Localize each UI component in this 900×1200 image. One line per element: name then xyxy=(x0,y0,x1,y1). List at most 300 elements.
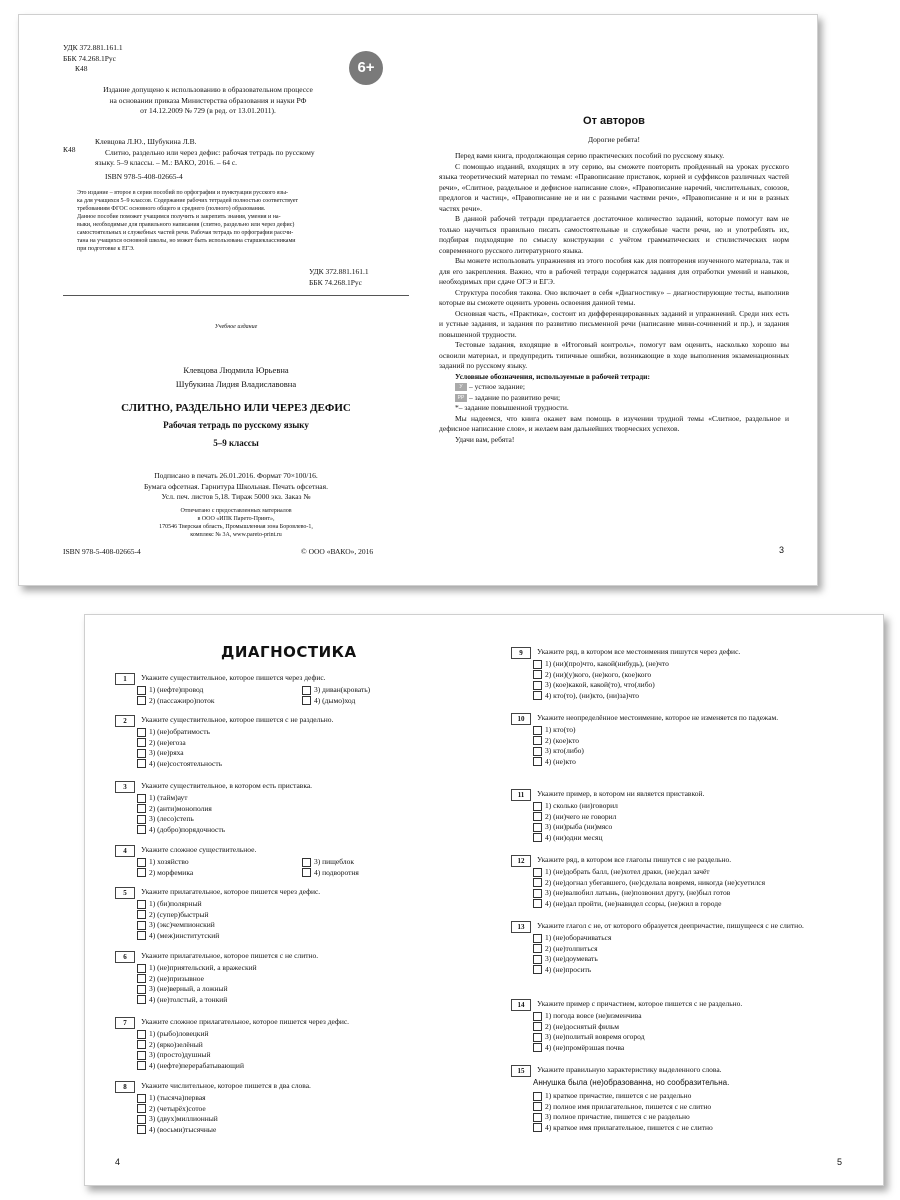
answer-option[interactable] xyxy=(137,685,302,696)
legend-item xyxy=(455,393,789,404)
option-label: 1) кто(то) xyxy=(545,725,576,734)
question-number: 1 xyxy=(115,673,135,685)
question-text: Укажите прилагательное, которое пишется через дефис. xyxy=(141,887,321,896)
answer-option[interactable] xyxy=(137,748,465,759)
checkbox[interactable] xyxy=(533,1102,542,1111)
checkbox[interactable] xyxy=(533,965,542,974)
answer-option[interactable] xyxy=(137,920,465,931)
option-label: 3) (лесо)степь xyxy=(149,814,194,823)
preface-farewell: Удачи вам, ребята! xyxy=(455,434,515,444)
checkbox[interactable] xyxy=(533,726,542,735)
answer-option[interactable] xyxy=(302,685,422,696)
checkbox[interactable] xyxy=(137,900,146,909)
preface-text xyxy=(439,151,789,445)
answer-option[interactable] xyxy=(533,954,851,965)
question-text: Укажите существительное, которое пишется с не раздельно. xyxy=(141,715,334,724)
option-label: 4) (не)состоятельность xyxy=(149,758,223,768)
sample-sentence: Аннушка была (не)образованна, но сообразительна. xyxy=(533,1078,730,1087)
legend-item xyxy=(455,382,789,393)
question-3 xyxy=(115,781,465,835)
question-15 xyxy=(511,1065,851,1133)
answer-option[interactable] xyxy=(302,696,422,707)
checkbox[interactable] xyxy=(533,868,542,877)
abstract-line: требованиям ФГОС основного общего и среднего (полного) образования. xyxy=(77,206,266,212)
approval-line: от 14.12.2009 № 729 (в ред. от 13.01.2011). xyxy=(140,106,276,115)
option-label: 2) (не)егоза xyxy=(149,737,186,747)
question-number: 10 xyxy=(511,713,531,725)
option-label: 1) (не)добрать балл, (не)хотел драки, (не)сдал зачёт xyxy=(545,867,710,876)
question-number: 9 xyxy=(511,647,531,659)
checkbox[interactable] xyxy=(137,985,146,994)
checkbox[interactable] xyxy=(533,670,542,679)
option-label: 1) (би)полярный xyxy=(149,899,202,908)
question-number: 8 xyxy=(115,1081,135,1093)
abstract xyxy=(77,189,409,253)
question-text: Укажите ряд, в котором все местоимения пишутся через дефис. xyxy=(537,647,741,656)
legend-text: – задание повышенной трудности. xyxy=(458,403,569,412)
question-number: 2 xyxy=(115,715,135,727)
preface-paragraph: Структура пособия такова. Оно включает в себя «Диагностику» – диагностирующие тесты, выполнив которые вы сможете оценить уровень освоения данной темы. xyxy=(439,287,789,307)
checkbox[interactable] xyxy=(533,1092,542,1101)
checkbox[interactable] xyxy=(137,825,146,834)
answer-option[interactable] xyxy=(137,857,302,868)
answer-option[interactable] xyxy=(137,1040,465,1051)
option-label: 1) хозяйство xyxy=(149,857,189,866)
answer-option[interactable] xyxy=(533,899,851,910)
author-mark: К48 xyxy=(75,64,88,73)
checkbox[interactable] xyxy=(137,931,146,940)
checkbox[interactable] xyxy=(533,736,542,745)
book-spread-top xyxy=(18,14,818,586)
abstract-line: ка для учащихся 5–9 классов. Содержание рабочих тетрадей полностью соответствует xyxy=(77,198,299,204)
checkbox[interactable] xyxy=(533,1043,542,1052)
answer-option[interactable] xyxy=(533,801,851,812)
grades: 5–9 классы xyxy=(213,438,259,448)
option-label: 4) (меж)институтский xyxy=(149,930,220,940)
page-number-right: 5 xyxy=(837,1157,843,1167)
answer-option[interactable] xyxy=(137,759,465,770)
preface-paragraph: Тестовые задания, входящие в «Итоговый контроль», помогут вам оценить, насколько хорошо вы освоили материал, и предупредить типичные ошибки, возникающие в ходе выполнения экзаменационных заданий по русскому языку. xyxy=(439,340,789,370)
answer-option[interactable] xyxy=(533,1091,851,1102)
question-7 xyxy=(115,1017,465,1071)
option-label: 1) (тайм)аут xyxy=(149,793,188,802)
question-number: 13 xyxy=(511,921,531,933)
option-label: 2) (кое)кто xyxy=(545,735,580,745)
question-number: 14 xyxy=(511,999,531,1011)
copyright: © ООО «ВАКО», 2016 xyxy=(301,547,374,556)
answer-option[interactable] xyxy=(533,944,851,955)
page-number-left: 4 xyxy=(115,1157,121,1167)
option-label: 4) (не)толстый, а тонкий xyxy=(149,994,228,1004)
option-label: 3) кто(либо) xyxy=(545,746,584,755)
answer-option[interactable] xyxy=(137,974,465,985)
option-label: 2) (не)толпиться xyxy=(545,943,598,953)
option-label: 1) (нефте)провод xyxy=(149,685,204,694)
checkbox[interactable] xyxy=(302,696,311,705)
printer-line: 170546 Тверская область, Промышленная зона Боровлево-1, xyxy=(159,524,313,530)
question-text: Укажите прилагательное, которое пишется с не слитно. xyxy=(141,951,319,960)
question-number: 4 xyxy=(115,845,135,857)
checkbox[interactable] xyxy=(137,858,146,867)
option-label: 2) (не)догнал убегавшего, (не)сделала вовремя, никогда (не)суетился xyxy=(545,877,766,887)
checkbox[interactable] xyxy=(137,995,146,1004)
edition-type: Учебное издание xyxy=(214,324,258,330)
option-label: 1) (ни)(про)что, какой(нибудь), (не)что xyxy=(545,659,669,668)
option-label: 2) (четырёх)сотое xyxy=(149,1103,206,1113)
option-label: 2) (анти)монополия xyxy=(149,803,212,813)
author-name: Шубукина Лидия Владиславовна xyxy=(175,379,297,389)
preface-heading: От авторов xyxy=(583,115,645,127)
answer-option[interactable] xyxy=(533,888,851,899)
option-label: 4) (не)промёрзшая почва xyxy=(545,1042,625,1052)
answer-option[interactable] xyxy=(137,910,465,921)
answer-option[interactable] xyxy=(137,1114,465,1125)
question-number: 3 xyxy=(115,781,135,793)
answer-option[interactable] xyxy=(137,814,465,825)
diagnostics-title: ДИАГНОСТИКА xyxy=(221,643,357,661)
question-text: Укажите существительное, в котором есть приставка. xyxy=(141,781,313,790)
checkbox[interactable] xyxy=(302,868,311,877)
question-number: 5 xyxy=(115,887,135,899)
checkbox[interactable] xyxy=(533,802,542,811)
option-label: 1) (рыбо)ловецкий xyxy=(149,1029,209,1038)
answer-option[interactable] xyxy=(533,867,851,878)
checkbox[interactable] xyxy=(137,1051,146,1060)
answer-option[interactable] xyxy=(137,899,465,910)
page-number: 3 xyxy=(779,545,785,555)
answer-option[interactable] xyxy=(137,793,465,804)
printer-line: комплекс № 3А, www.pareto-print.ru xyxy=(190,532,282,538)
option-label: 3) (не)верный, а ложный xyxy=(149,984,228,993)
answer-option[interactable] xyxy=(137,868,302,879)
print-line: Бумага офсетная. Гарнитура Школьная. Печать офсетная. xyxy=(144,481,328,491)
option-label: 1) сколько (ни)говорил xyxy=(545,801,618,810)
preface-paragraph: Перед вами книга, продолжающая серию практических пособий по русскому языку. xyxy=(455,151,725,160)
question-14 xyxy=(511,999,851,1053)
checkbox[interactable] xyxy=(137,868,146,877)
abstract-line: выки, необходимые для правильного написания (слитно, раздельно или через дефис) xyxy=(77,222,295,228)
question-text: Укажите числительное, которое пишется в два слова. xyxy=(141,1081,311,1090)
legend xyxy=(439,382,789,414)
checkbox[interactable] xyxy=(137,1115,146,1124)
answer-option[interactable] xyxy=(137,1029,465,1040)
checkbox[interactable] xyxy=(533,1113,542,1122)
answer-option[interactable] xyxy=(533,1112,851,1123)
option-label: 1) (не)оборачиваться xyxy=(545,933,612,942)
answer-option[interactable] xyxy=(533,757,851,768)
question-1 xyxy=(115,673,465,706)
oral-task-icon: У xyxy=(455,383,467,391)
option-label: 2) (ни)чего не говорил xyxy=(545,811,617,821)
checkbox[interactable] xyxy=(533,899,542,908)
udk-code: УДК 372.881.161.1 xyxy=(63,43,123,52)
option-label: 4) кто(то), (ни)кто, (ни)за)что xyxy=(545,690,640,700)
question-text: Укажите ряд, в котором все глаголы пишутся с не раздельно. xyxy=(537,855,732,864)
option-label: 3) пищеблок xyxy=(314,857,355,866)
checkbox[interactable] xyxy=(137,759,146,768)
preface-paragraph: Вы можете использовать упражнения из этого пособия как для повторения изученного материала, так и для его закрепления. Важно, что в рабочей тетради содержатся задания для отработки умений и навыков, необходимых при сдаче ОГЭ и ЕГЭ. xyxy=(439,256,789,286)
answer-option[interactable] xyxy=(533,1022,851,1033)
checkbox[interactable] xyxy=(137,815,146,824)
checkbox[interactable] xyxy=(533,1123,542,1132)
printer-line: в ООО «ИПК Парето-Принт», xyxy=(197,516,275,522)
option-label: 3) (не)ряха xyxy=(149,748,184,757)
option-label: 3) (просто)душный xyxy=(149,1050,211,1059)
checkbox[interactable] xyxy=(137,1094,146,1103)
book-subtitle: Рабочая тетрадь по русскому языку xyxy=(163,420,309,430)
option-label: 3) (ни)рыба (ни)мясо xyxy=(545,822,613,831)
checkbox[interactable] xyxy=(533,889,542,898)
author-mark-2: К48 xyxy=(63,145,76,154)
bibliographic-record xyxy=(95,137,415,182)
bbk-code-2: ББК 74.268.1Рус xyxy=(309,277,362,287)
option-label: 3) (не)валюбил латынь, (не)позвонил другу, (не)был готов xyxy=(545,888,731,897)
bib-line: языку. 5–9 классы. – М.: ВАКО, 2016. – 64 с. xyxy=(95,158,238,167)
checkbox[interactable] xyxy=(533,833,542,842)
option-label: 2) (ярко)зелёный xyxy=(149,1039,203,1049)
checkbox[interactable] xyxy=(137,1040,146,1049)
option-label: 2) (не)доснятый фильм xyxy=(545,1021,619,1031)
bib-line: Клевцова Л.Ю., Шубукина Л.В. xyxy=(95,137,197,146)
option-label: 3) (не)доумевать xyxy=(545,954,598,963)
question-number: 15 xyxy=(511,1065,531,1077)
checkbox[interactable] xyxy=(137,804,146,813)
option-label: 4) краткое имя прилагательное, пишется с не слитно xyxy=(545,1122,713,1132)
abstract-line: самостоятельных и служебных частей речи. Рабочая тетрадь по орфографии рассчи- xyxy=(77,230,294,236)
question-text: Укажите пример, в котором ни является приставкой. xyxy=(537,789,705,798)
authors xyxy=(63,363,409,391)
answer-option[interactable] xyxy=(137,1104,465,1115)
abstract-line: при подготовке к ЕГЭ. xyxy=(77,246,135,252)
option-label: 4) (ни)одни месяц xyxy=(545,832,603,842)
option-label: 4) подворотня xyxy=(314,867,359,877)
preface-greeting: Дорогие ребята! xyxy=(587,135,640,144)
age-rating-badge: 6+ xyxy=(349,51,383,85)
answer-option[interactable] xyxy=(533,878,851,889)
printer-info xyxy=(63,507,409,539)
option-label: 1) (тысяча)первая xyxy=(149,1093,206,1102)
bbk-code: ББК 74.268.1Рус xyxy=(63,53,116,63)
question-8 xyxy=(115,1081,465,1135)
star-icon: * xyxy=(455,403,459,412)
answer-option[interactable] xyxy=(137,727,465,738)
answer-option[interactable] xyxy=(533,680,851,691)
checkbox[interactable] xyxy=(137,1061,146,1070)
answer-option[interactable] xyxy=(137,1050,465,1061)
checkbox[interactable] xyxy=(533,878,542,887)
print-line: Усл. печ. листов 5,18. Тираж 5000 экз. Заказ № xyxy=(161,492,311,501)
option-label: 4) (нефте)перерабатывающий xyxy=(149,1060,244,1070)
question-12 xyxy=(511,855,851,909)
answer-option[interactable] xyxy=(533,725,851,736)
answer-option[interactable] xyxy=(533,1043,851,1054)
question-text: Укажите глагол с не, от которого образуется деепричастие, пишущееся с не слитно. xyxy=(537,921,804,930)
option-label: 2) морфемика xyxy=(149,867,194,877)
option-label: 2) (пассажиро)поток xyxy=(149,695,215,705)
author-name: Клевцова Людмила Юрьевна xyxy=(183,365,289,375)
option-label: 2) (не)призывное xyxy=(149,973,204,983)
option-label: 3) (экс)чемпионский xyxy=(149,920,215,929)
abstract-line: Данное пособие поможет учащимся получить и закрепить знания, умения и на- xyxy=(77,214,281,220)
question-number: 7 xyxy=(115,1017,135,1029)
option-label: 4) (не)кто xyxy=(545,756,576,766)
answer-option[interactable] xyxy=(137,804,465,815)
question-6 xyxy=(115,951,465,1005)
speech-task-icon: РР xyxy=(455,394,467,402)
answer-option[interactable] xyxy=(533,965,851,976)
question-number: 11 xyxy=(511,789,531,801)
checkbox[interactable] xyxy=(137,974,146,983)
book-spread-bottom xyxy=(84,614,884,1186)
preface-paragraph: Основная часть, «Практика», состоит из дифференцированных заданий и упражнений. Среди них есть и устные задания, и задания по развитию письменной речи (написание мини-сочинений и пр.), и задания повышенной трудности. xyxy=(439,308,789,339)
question-number: 12 xyxy=(511,855,531,867)
answer-option[interactable] xyxy=(137,984,465,995)
answer-option[interactable] xyxy=(533,833,851,844)
bib-line: Слитно, раздельно или через дефис: рабочая тетрадь по русскому xyxy=(105,147,315,157)
preface-closing: Мы надеемся, что книга окажет вам помощь в изучении трудной темы «Слитное, раздельное и дефисное написание слов», и желаем вам дальнейших творческих успехов. xyxy=(439,413,789,433)
legend-text: – задание по развитию речи; xyxy=(469,392,561,402)
option-label: 1) (не)обратимость xyxy=(149,727,210,736)
checkbox[interactable] xyxy=(137,921,146,930)
checkbox[interactable] xyxy=(137,964,146,973)
answer-option[interactable] xyxy=(137,1125,465,1136)
imprint-codes xyxy=(63,43,123,75)
print-line: Подписано в печать 26.01.2016. Формат 70×100/16. xyxy=(154,471,318,480)
option-label: 4) (восьми)тысячные xyxy=(149,1124,217,1134)
answer-option[interactable] xyxy=(137,1061,465,1072)
option-label: 3) (не)политый вовремя огород xyxy=(545,1032,645,1041)
question-5 xyxy=(115,887,465,941)
answer-option[interactable] xyxy=(533,659,851,670)
checkbox[interactable] xyxy=(302,858,311,867)
answer-option[interactable] xyxy=(533,822,851,833)
approval-line: Издание допущено к использованию в образовательном процессе xyxy=(103,85,313,94)
answer-option[interactable] xyxy=(533,1032,851,1043)
isbn-line: ISBN 978-5-408-02665-4 xyxy=(105,171,183,181)
question-text: Укажите сложное прилагательное, которое пишется через дефис. xyxy=(141,1017,350,1026)
question-text: Укажите неопределённое местоимение, которое не изменяется по падежам. xyxy=(537,713,779,722)
printer-line: Отпечатано с предоставленных материалов xyxy=(180,508,292,514)
answer-option[interactable] xyxy=(302,857,422,868)
answer-option[interactable] xyxy=(137,696,302,707)
question-9 xyxy=(511,647,851,701)
legend-title: Условные обозначения, используемые в рабочей тетради: xyxy=(455,371,650,381)
question-text: Укажите существительное, которое пишется через дефис. xyxy=(141,673,326,682)
option-label: 2) (ни)(у)кого, (не)кого, (кое)кого xyxy=(545,669,652,679)
answer-option[interactable] xyxy=(137,1093,465,1104)
answer-option[interactable] xyxy=(137,995,465,1006)
question-13 xyxy=(511,921,851,975)
answer-option[interactable] xyxy=(137,931,465,942)
answer-option[interactable] xyxy=(533,691,851,702)
checkbox[interactable] xyxy=(137,1104,146,1113)
option-label: 4) (добро)порядочность xyxy=(149,824,226,834)
question-text: Укажите правильную характеристику выделенного слова. xyxy=(537,1065,722,1074)
classification-repeat xyxy=(309,267,409,288)
option-label: 4) (дымо)ход xyxy=(314,695,356,705)
option-label: 3) полное причастие, пишется с не раздельно xyxy=(545,1112,690,1121)
option-label: 4) (не)дал пройти, (не)навидел ссоры, (не)жил в городе xyxy=(545,898,722,908)
answer-option[interactable] xyxy=(533,736,851,747)
checkbox[interactable] xyxy=(137,910,146,919)
option-label: 3) (кое)какой, какой(то), что(либо) xyxy=(545,680,655,689)
checkbox[interactable] xyxy=(533,812,542,821)
checkbox[interactable] xyxy=(137,696,146,705)
checkbox[interactable] xyxy=(137,728,146,737)
question-2 xyxy=(115,715,465,769)
question-text: Укажите сложное существительное. xyxy=(141,845,257,854)
option-label: 3) (двух)миллионный xyxy=(149,1114,218,1123)
checkbox[interactable] xyxy=(533,747,542,756)
checkbox[interactable] xyxy=(533,823,542,832)
checkbox[interactable] xyxy=(533,757,542,766)
legend-text: – устное задание; xyxy=(469,382,525,391)
checkbox[interactable] xyxy=(533,681,542,690)
answer-option[interactable] xyxy=(533,1011,851,1022)
checkbox[interactable] xyxy=(137,738,146,747)
checkbox[interactable] xyxy=(302,686,311,695)
option-label: 1) краткое причастие, пишется с не раздельно xyxy=(545,1091,692,1100)
print-info xyxy=(63,471,409,503)
question-text: Укажите пример с причастием, которое пишется с не раздельно. xyxy=(537,999,743,1008)
answer-option[interactable] xyxy=(137,825,465,836)
answer-option[interactable] xyxy=(137,738,465,749)
udk-code-2: УДК 372.881.161.1 xyxy=(309,267,369,276)
question-11 xyxy=(511,789,851,843)
checkbox[interactable] xyxy=(137,1125,146,1134)
checkbox[interactable] xyxy=(137,794,146,803)
answer-option[interactable] xyxy=(137,963,465,974)
approval-line: на основании приказа Министерства образования и науки РФ xyxy=(109,95,307,105)
checkbox[interactable] xyxy=(533,955,542,964)
checkbox[interactable] xyxy=(533,934,542,943)
option-label: 3) диван(кровать) xyxy=(314,685,371,694)
question-number: 6 xyxy=(115,951,135,963)
preface-paragraph: В данной рабочей тетради предлагается достаточное количество заданий, которые помогут вам не только научиться правильно писать самостоятельные и служебные части речи, но и употреблять их, подбирая подходящие по смыслу конструкции с учётом грамматических и стилистических норм современного русского литературного языка. xyxy=(439,214,789,255)
option-label: 1) (не)приятельский, а вражеский xyxy=(149,963,257,972)
abstract-line: Это издание – второе в серии пособий по орфографии и пунктуации русского язы- xyxy=(77,190,288,196)
option-label: 2) (супер)быстрый xyxy=(149,909,209,919)
checkbox[interactable] xyxy=(533,660,542,669)
isbn-bottom: ISBN 978-5-408-02665-4 xyxy=(63,547,141,556)
approval-note xyxy=(63,85,353,117)
option-label: 4) (не)просить xyxy=(545,964,592,974)
answer-option[interactable] xyxy=(533,1102,851,1113)
option-label: 2) полное имя прилагательное, пишется с не слитно xyxy=(545,1101,712,1111)
book-title: СЛИТНО, РАЗДЕЛЬНО ИЛИ ЧЕРЕЗ ДЕФИС xyxy=(121,402,351,414)
answer-option[interactable] xyxy=(533,812,851,823)
checkbox[interactable] xyxy=(533,1033,542,1042)
checkbox[interactable] xyxy=(137,1030,146,1039)
legend-item xyxy=(455,403,789,414)
question-4 xyxy=(115,845,465,878)
option-label: 1) погода вовсе (не)изменчива xyxy=(545,1011,642,1020)
checkbox[interactable] xyxy=(137,749,146,758)
divider xyxy=(63,295,409,296)
checkbox[interactable] xyxy=(137,686,146,695)
checkbox[interactable] xyxy=(533,944,542,953)
checkbox[interactable] xyxy=(533,691,542,700)
checkbox[interactable] xyxy=(533,1022,542,1031)
answer-option[interactable] xyxy=(533,1123,851,1134)
answer-option[interactable] xyxy=(302,868,422,879)
checkbox[interactable] xyxy=(533,1012,542,1021)
question-10 xyxy=(511,713,851,767)
preface-paragraph: С помощью изданий, входящих в эту серию, вы сможете повторить пройденный на уроках русского языка теоретический материал по темам: «Правописание приставок, корней и суффиксов различных частей речи», «Слитное, раздельное и дефисное написание слов», «Правописание наречий, числительных, союзов, предлогов и частиц», «Правописание не и ни с разными частями речи», «Правописание н и нн в разных частях речи». xyxy=(439,161,789,213)
answer-option[interactable] xyxy=(533,933,851,944)
answer-option[interactable] xyxy=(533,670,851,681)
answer-option[interactable] xyxy=(533,746,851,757)
